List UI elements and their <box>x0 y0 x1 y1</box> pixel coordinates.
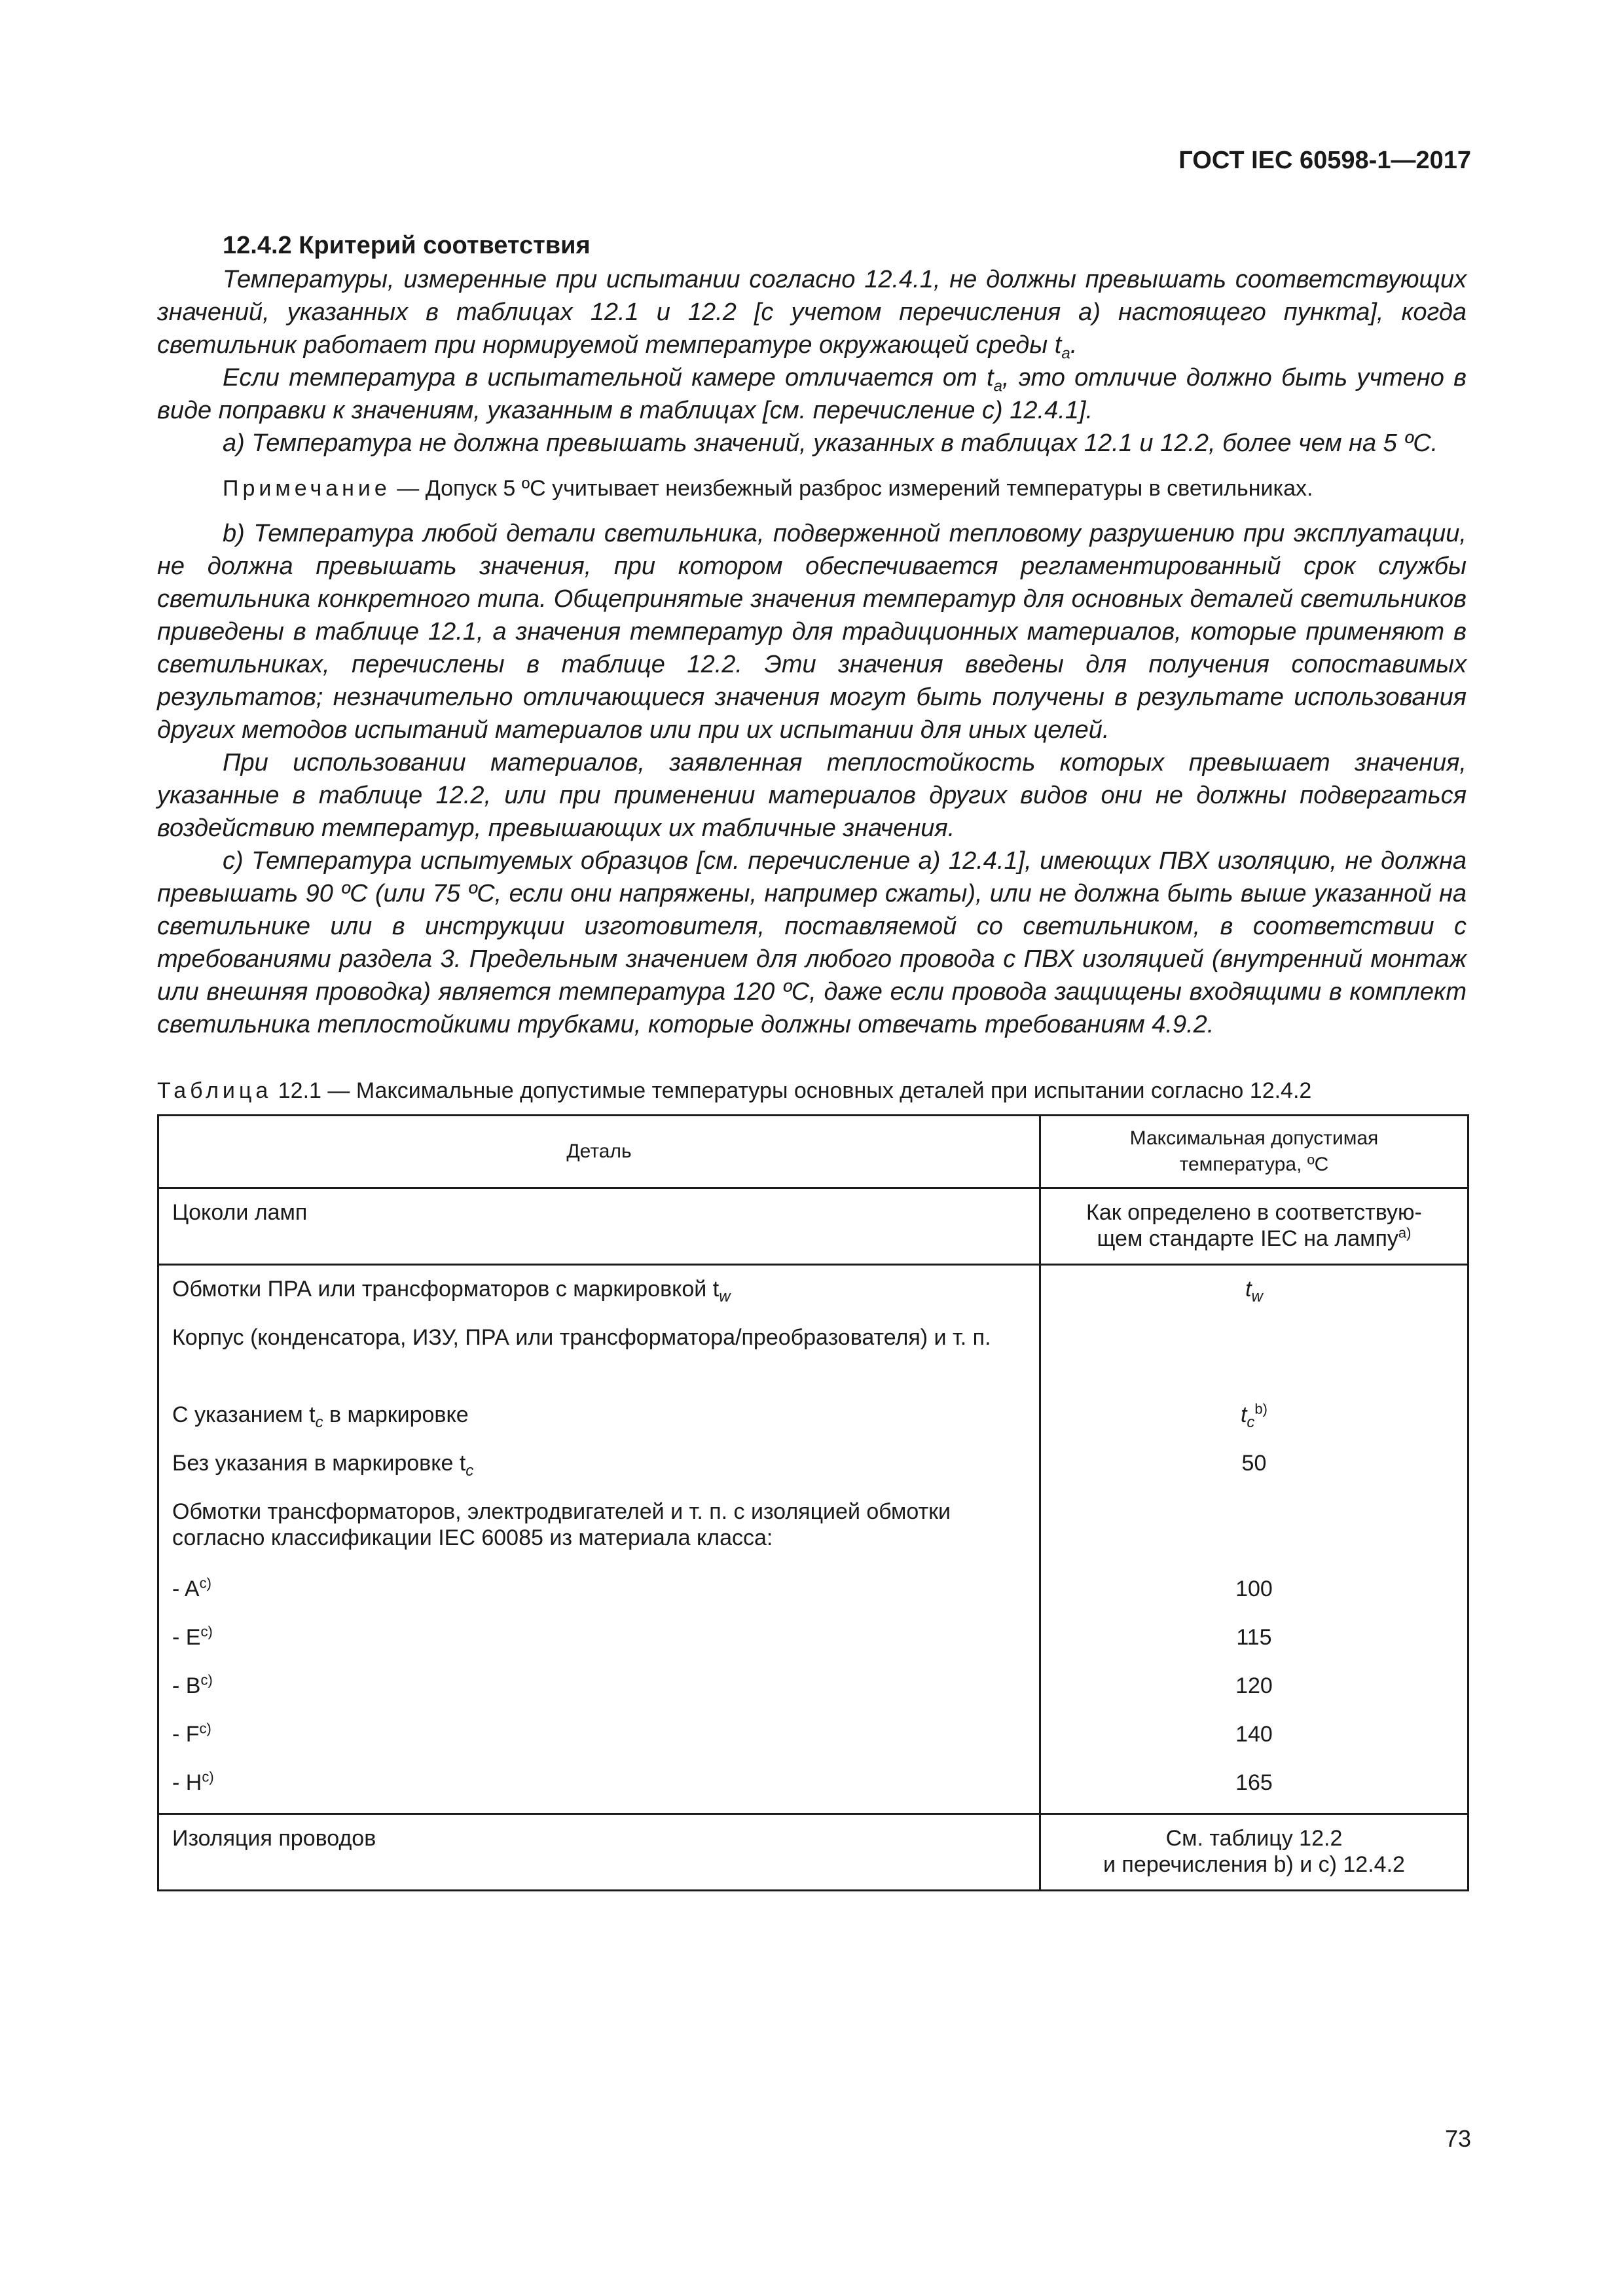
temperature-table <box>157 1114 1469 1891</box>
note-text: — Допуск 5 ºС учитывает неизбежный разброс измерений температуры в светильниках. <box>390 476 1313 501</box>
note <box>223 474 1467 503</box>
paragraph-2: Если температура в испытательной камере отличается от $t_a$, это отличие должно быть учтено в виде поправки к значениям, указанным в таблицах [см. перечисление с) 12.4.1]. <box>157 364 1467 424</box>
note-label: Примечание <box>223 476 391 501</box>
paragraph-c: с) Температура испытуемых образцов [см. перечисление а) 12.4.1], имеющих ПВХ изоляцию, не должна превышать 90 ºС (или 75 ºС, если они напряжены, например сжаты), или не должна быть выше указанной на светильнике или в инструкции изготовителя, поставляемой со светильником, в соответствии с требованиями раздела 3. Предельным значением для любого провода с ПВХ изоляцией (внутренний монтаж или внешняя проводка) является температура 120 ºС, даже если провода защищены входящими в комплект светильника теплостойкими трубками, которые должны отвечать требованиям 4.9.2. <box>157 847 1467 1038</box>
page-number: 73 <box>1444 2125 1471 2152</box>
table-caption <box>157 1076 1467 1105</box>
table-row <box>158 1265 1468 1814</box>
paragraph-b: b) Температура любой детали светильника, подверженной тепловому разрушению при эксплуатации, не должна превышать значения, при котором обеспечивается регламентированный срок службы светильника конкретного типа. Общепринятые значения температур для основных деталей светильников приведены в таблице 12.1, а значения температур для традиционных материалов, которые применяют в светильниках, перечислены в таблице 12.2. Эти значения введены для получения сопоставимых результатов; незначительно отличающиеся значения могут быть получены в результате использования других методов испытаний материалов или при их испытании для иных целей. <box>157 520 1467 744</box>
table-caption-text: 12.1 — Максимальные допустимые температуры основных деталей при испытании согласно 12.4.2 <box>272 1078 1312 1103</box>
document-header: ГОСТ IEC 60598-1—2017 <box>1178 147 1471 174</box>
row-windings-parts: Обмотки ПРА или трансформаторов с маркировкой $t_w$ Корпус (конденсатора, ИЗУ, ПРА или трансформатора/преобразователя) и т. п. С указанием $t_c$ в маркировке Без указания в маркировке $t_c$ Обмотки трансформаторов, электродвигателей и т. п. с изоляцией обмотки согласно классификации IEC 60085 из материала класса: - $A^{c)}$ - $E^{c)}$ - $B^{c)}$ - $F^{c)}$ - $H^{c)}$ <box>158 1265 1040 1814</box>
section-title: 12.4.2 Критерий соответствия <box>223 232 591 259</box>
table-header-row <box>158 1116 1468 1188</box>
paragraph-a: а) Температура не должна превышать значений, указанных в таблицах 12.1 и 12.2, более чем на 5 ºС. <box>223 429 1438 457</box>
col-header-part: Деталь <box>158 1116 1040 1188</box>
row-wire-insulation-part: Изоляция проводов <box>158 1814 1040 1891</box>
row-windings-values: $t_w$ $t_c^{b)}$ 50 100 115 120 140 165 <box>1040 1265 1468 1814</box>
table-row <box>158 1188 1468 1265</box>
paragraph-1: Температуры, измеренные при испытании согласно 12.4.1, не должны превышать соответствующих значений, указанных в таблицах 12.1 и 12.2 [с учетом перечисления а) настоящего пункта], когда светильник работает при нормируемой температуре окружающей среды $t_a$. <box>157 266 1467 363</box>
paragraph-materials: При использовании материалов, заявленная теплостойкость которых превышает значения, указанные в таблице 12.2, или при применении материалов других видов они не должны подвергаться воздействию температур, превышающих их табличные значения. <box>157 749 1467 842</box>
page-content <box>157 229 1467 1891</box>
row-lamp-caps-value: Как определено в соответствую- щем стандарте IEC на лампу$^{a)}$ <box>1040 1188 1468 1265</box>
row-lamp-caps-part: Цоколи ламп <box>158 1188 1040 1265</box>
table-row <box>158 1814 1468 1891</box>
row-wire-insulation-value: См. таблицу 12.2 и перечисления b) и с) 12.4.2 <box>1040 1814 1468 1891</box>
table-caption-label: Таблица <box>157 1078 272 1103</box>
col-header-temperature: Максимальная допустимая температура, ºС <box>1040 1116 1468 1188</box>
